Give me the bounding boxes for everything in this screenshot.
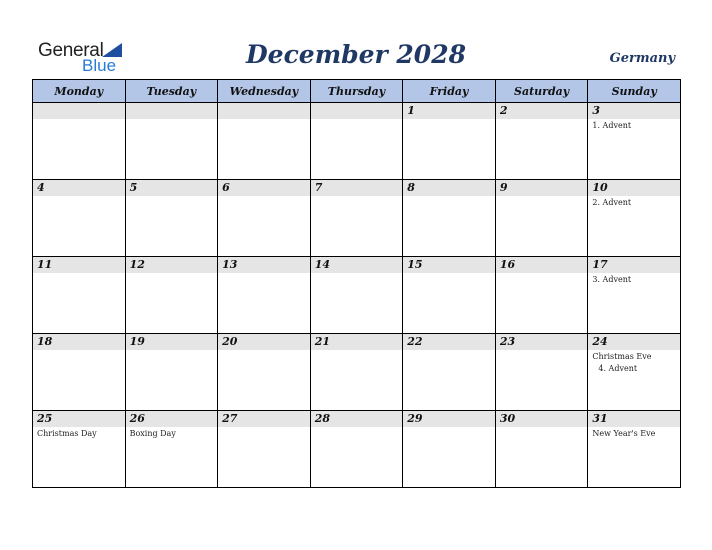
day-number-bar	[496, 257, 588, 273]
day-cell	[218, 334, 311, 411]
day-cell	[218, 257, 311, 334]
day-cell	[125, 257, 218, 334]
day-number-bar	[403, 103, 495, 119]
holiday-label: 2. Advent	[592, 198, 632, 207]
day-cell	[588, 180, 681, 257]
weekday-header: Sunday	[588, 80, 681, 103]
day-number: 4	[37, 181, 45, 194]
day-cell	[125, 334, 218, 411]
holiday-label: Boxing Day	[129, 429, 176, 438]
day-number: 1	[407, 104, 415, 117]
day-number: 23	[499, 335, 516, 348]
day-number: 3	[592, 104, 601, 117]
day-cell	[403, 180, 496, 257]
holiday-label: Christmas Eve	[592, 352, 652, 361]
calendar-title: December 2028	[245, 40, 466, 69]
day-cell	[403, 411, 496, 488]
day-number: 10	[592, 181, 608, 194]
day-number: 15	[407, 258, 423, 271]
weekday-header: Tuesday	[125, 80, 218, 103]
day-number-bar	[588, 257, 680, 273]
logo-text-blue: Blue	[82, 56, 117, 75]
day-number-bar	[311, 103, 403, 119]
day-number-bar	[33, 103, 125, 119]
day-number-bar	[588, 411, 680, 427]
day-number-bar	[126, 334, 218, 350]
day-cell	[33, 334, 126, 411]
day-number: 26	[129, 412, 145, 425]
day-number-bar	[588, 180, 680, 196]
day-number-bar	[496, 411, 588, 427]
day-cell	[218, 411, 311, 488]
day-cell	[33, 411, 126, 488]
day-number-bar	[311, 334, 403, 350]
day-cell	[125, 180, 218, 257]
week-row	[33, 334, 681, 411]
day-number-bar	[218, 180, 310, 196]
day-cell	[310, 411, 403, 488]
day-number-bar	[588, 103, 680, 119]
day-number: 6	[222, 181, 230, 194]
holiday-label: New Year's Eve	[592, 429, 656, 438]
day-number: 21	[314, 335, 330, 348]
day-number-bar	[33, 257, 125, 273]
day-number: 12	[129, 258, 145, 271]
week-row	[33, 180, 681, 257]
day-number-bar	[126, 103, 218, 119]
day-number: 24	[592, 335, 608, 348]
day-number: 19	[129, 335, 145, 348]
holiday-label: 4. Advent	[598, 364, 638, 373]
day-cell	[125, 411, 218, 488]
day-number: 2	[499, 104, 508, 117]
day-number-bar	[311, 411, 403, 427]
day-number: 7	[314, 181, 323, 194]
day-number-bar	[218, 103, 310, 119]
day-cell	[218, 103, 311, 180]
day-number: 29	[407, 412, 423, 425]
day-number-bar	[33, 411, 125, 427]
day-number: 25	[37, 412, 53, 425]
day-number-bar	[403, 411, 495, 427]
day-number-bar	[126, 411, 218, 427]
day-number-bar	[218, 411, 310, 427]
holiday-label: Christmas Day	[37, 429, 97, 438]
day-cell	[218, 180, 311, 257]
day-cell	[310, 257, 403, 334]
day-cell	[588, 103, 681, 180]
holiday-label: 1. Advent	[592, 121, 632, 130]
day-cell	[495, 103, 588, 180]
day-number-bar	[403, 257, 495, 273]
day-cell	[495, 257, 588, 334]
day-cell	[403, 257, 496, 334]
day-number-bar	[403, 180, 495, 196]
day-number-bar	[311, 180, 403, 196]
day-number: 11	[37, 258, 53, 271]
day-cell	[588, 257, 681, 334]
day-number: 22	[407, 335, 423, 348]
day-cell	[310, 103, 403, 180]
week-row	[33, 103, 681, 180]
day-number: 8	[407, 181, 415, 194]
day-number: 14	[314, 258, 330, 271]
weekday-header: Thursday	[310, 80, 403, 103]
day-number-bar	[311, 257, 403, 273]
day-number-bar	[588, 334, 680, 350]
day-number-bar	[33, 334, 125, 350]
day-number-bar	[403, 334, 495, 350]
day-cell	[403, 103, 496, 180]
day-number: 17	[592, 258, 608, 271]
day-number: 18	[37, 335, 53, 348]
day-number-bar	[126, 257, 218, 273]
day-number: 31	[592, 412, 608, 425]
weekday-header: Friday	[403, 80, 496, 103]
day-number-bar	[218, 334, 310, 350]
day-cell	[495, 411, 588, 488]
day-cell	[588, 411, 681, 488]
day-number: 16	[499, 258, 516, 271]
day-cell	[495, 180, 588, 257]
weekday-header-row	[33, 80, 681, 103]
country-label: Germany	[609, 51, 675, 66]
calendar-grid	[32, 79, 681, 488]
day-number: 5	[129, 181, 138, 194]
day-cell	[33, 257, 126, 334]
logo-text-general: General	[38, 40, 104, 61]
day-number: 13	[222, 258, 238, 271]
day-number: 27	[222, 412, 238, 425]
day-number: 9	[499, 181, 508, 194]
week-row	[33, 257, 681, 334]
day-cell	[310, 180, 403, 257]
day-cell	[403, 334, 496, 411]
day-number: 28	[314, 412, 330, 425]
day-number-bar	[496, 334, 588, 350]
weekday-header: Monday	[33, 80, 126, 103]
day-cell	[33, 180, 126, 257]
day-number: 20	[222, 335, 238, 348]
week-row	[33, 411, 681, 488]
day-cell	[125, 103, 218, 180]
weekday-header: Wednesday	[218, 80, 311, 103]
holiday-label: 3. Advent	[592, 275, 632, 284]
day-cell	[33, 103, 126, 180]
day-number-bar	[33, 180, 125, 196]
day-cell	[588, 334, 681, 411]
day-cell	[495, 334, 588, 411]
day-number-bar	[496, 103, 588, 119]
day-number-bar	[496, 180, 588, 196]
day-number-bar	[218, 257, 310, 273]
day-number-bar	[126, 180, 218, 196]
weekday-header: Saturday	[495, 80, 588, 103]
day-number: 30	[499, 412, 516, 425]
day-cell	[310, 334, 403, 411]
